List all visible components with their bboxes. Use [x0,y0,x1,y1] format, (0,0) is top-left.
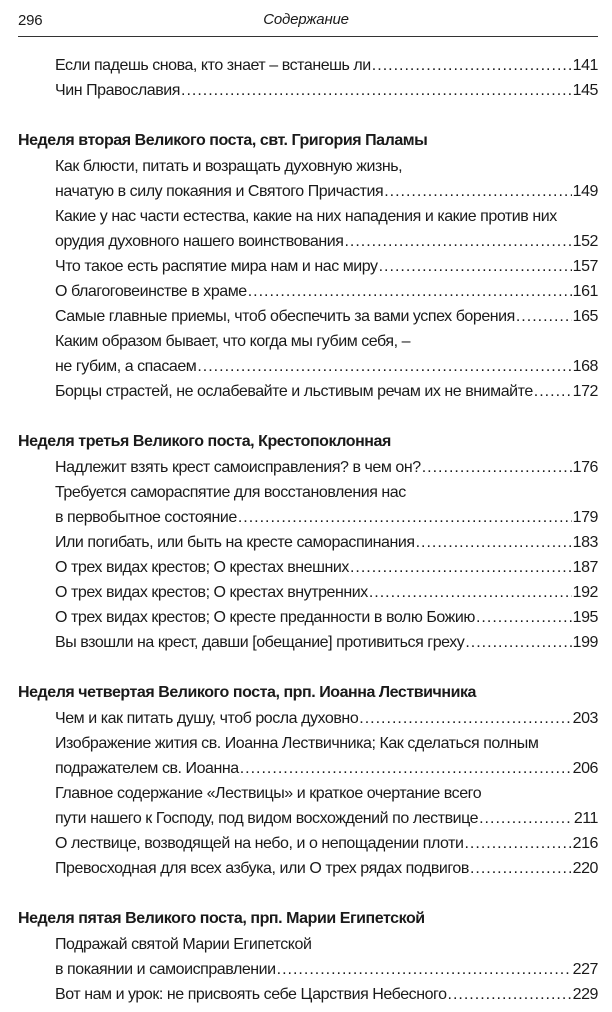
entry-list [18,154,598,404]
toc-entry[interactable] [55,781,598,831]
dot-leader [350,555,572,580]
entry-final-line [55,856,598,881]
page-number: 296 [18,12,43,29]
toc-entry[interactable] [55,204,598,254]
entry-title-line: Или погибать, или быть на кресте самораспинания [55,534,415,551]
entry-final-line [55,580,598,605]
entry-title-line: подражателем св. Иоанна [55,760,239,777]
entry-page-number: 149 [572,183,598,200]
entry-page-number: 172 [572,383,598,400]
entry-title-line: в первобытное состояние [55,509,237,526]
dot-leader [238,505,572,530]
toc-entry[interactable] [55,932,598,982]
entry-page-number: 199 [572,634,598,651]
toc-entry[interactable] [55,329,598,379]
entry-final-line [55,179,598,204]
toc-entry[interactable] [55,154,598,204]
dot-leader [465,630,571,655]
dot-leader [277,957,572,982]
header-rule [18,36,598,37]
toc-entry[interactable] [55,706,598,731]
entry-title-line: Главное содержание «Лествицы» и краткое очертание всего [55,785,482,802]
entry-page-number: 141 [572,57,598,74]
entry-title-line: Если падешь снова, кто знает – встанешь ли [55,57,371,74]
section-title: Неделя вторая Великого поста, свт. Григория Паламы [18,132,428,149]
dot-leader [422,455,572,480]
entry-title-line: Надлежит взять крест самоисправления? в чем он? [55,459,421,476]
entry-list [18,455,598,655]
entry-page-number: 161 [572,283,598,300]
entry-title-line: не губим, а спасаем [55,358,197,375]
entry-final-line [55,605,598,630]
toc-section [18,681,598,881]
entry-title-line: О трех видах крестов; О крестах внешних [55,559,349,576]
entry-final-line [55,505,598,530]
page-header [0,0,612,38]
entry-title-line: Требуется самораспятие для восстановления нас [55,484,406,501]
entry-title-line: Какие у нас части естества, какие на них нападения и какие против них [55,208,557,225]
entry-title-line: начатую в силу покаяния и Святого Причастия [55,183,384,200]
dot-leader [479,806,573,831]
entry-title-line: Самые главные приемы, чтоб обеспечить за вами успех борения [55,308,515,325]
entry-page-number: 145 [572,82,598,99]
dot-leader [476,605,572,630]
entry-page-number: 157 [572,258,598,275]
dot-leader [248,279,572,304]
toc-entry[interactable] [55,580,598,605]
entry-title-line: Превосходная для всех азбука, или О трех рядах подвигов [55,860,469,877]
entry-page-number: 220 [572,860,598,877]
entry-final-line [55,706,598,731]
entry-final-line [55,831,598,856]
entry-title-line: Вы взошли на крест, давши [обещание] противиться греху [55,634,465,651]
dot-leader [359,706,571,731]
entry-title-line: О трех видах крестов; О крестах внутренних [55,584,368,601]
running-title: Содержание [263,11,349,28]
entry-page-number: 192 [572,584,598,601]
entry-title-line: Чин Православия [55,82,180,99]
toc-entry[interactable] [55,254,598,279]
entry-title-line: Каким образом бывает, что когда мы губим себя, – [55,333,411,350]
entry-final-line [55,555,598,580]
toc-entry[interactable] [55,279,598,304]
entry-page-number: 152 [572,233,598,250]
toc-entry[interactable] [55,480,598,530]
entry-title-line: Изображение жития св. Иоанна Лествичника; Как сделаться полным [55,735,539,752]
entry-final-line [55,957,598,982]
entry-title-line: орудия духовного нашего воинствования [55,233,344,250]
entry-page-number: 229 [572,986,598,1003]
dot-leader [181,78,572,103]
entry-page-number: 168 [572,358,598,375]
entry-title-line: пути нашего к Господу, под видом восхождений по лествице [55,810,479,827]
toc-entry[interactable] [55,555,598,580]
dot-leader [372,53,572,78]
entry-final-line [55,756,598,781]
dot-leader [344,229,571,254]
entry-page-number: 206 [572,760,598,777]
entry-final-line [55,379,598,404]
entry-final-line [55,354,598,379]
entry-title-line: Борцы страстей, не ослабевайте и льстивым речам их не внимайте [55,383,533,400]
dot-leader [516,304,572,329]
entry-page-number: 179 [572,509,598,526]
dot-leader [197,354,571,379]
entry-final-line [55,229,598,254]
entry-title-line: Вот нам и урок: не присвоять себе Царствия Небесного [55,986,447,1003]
entry-final-line [55,53,598,78]
toc-entry[interactable] [55,982,598,1007]
toc-entry[interactable] [55,731,598,781]
entry-final-line [55,279,598,304]
toc-entry[interactable] [55,831,598,856]
section-title: Неделя четвертая Великого поста, прп. Иоанна Лествичника [18,684,476,701]
dot-leader [379,254,572,279]
entry-title-line: О благоговеинстве в храме [55,283,247,300]
entry-title-line: Чем и как питать душу, чтоб росла духовно [55,710,359,727]
entry-final-line [55,254,598,279]
entry-page-number: 211 [573,810,598,827]
entry-final-line [55,630,598,655]
section-title: Неделя третья Великого поста, Крестопоклонная [18,433,391,450]
entry-final-line [55,530,598,555]
toc-entry[interactable] [55,78,598,103]
dot-leader [369,580,572,605]
entry-title-line: в покаянии и самоисправлении [55,961,276,978]
toc-section [18,53,598,103]
entry-title-line: О трех видах крестов; О кресте преданности в волю Божию [55,609,475,626]
entry-page-number: 183 [572,534,598,551]
dot-leader [464,831,571,856]
dot-leader [240,756,572,781]
entry-page-number: 216 [572,835,598,852]
dot-leader [470,856,572,881]
entry-final-line [55,455,598,480]
toc-section [18,129,598,404]
toc-entry[interactable] [55,379,598,404]
toc-entry[interactable] [55,630,598,655]
entry-title-line: Что такое есть распятие мира нам и нас миру [55,258,378,275]
dot-leader [384,179,571,204]
toc-section [18,907,598,1007]
entry-page-number: 195 [572,609,598,626]
entry-page-number: 203 [572,710,598,727]
entry-page-number: 165 [572,308,598,325]
entry-page-number: 187 [572,559,598,576]
entry-final-line [55,304,598,329]
entry-list [18,932,598,1007]
table-of-contents [18,53,598,1007]
entry-title-line: Подражай святой Марии Египетской [55,936,312,953]
toc-section [18,430,598,655]
entry-final-line [55,78,598,103]
entry-page-number: 227 [572,961,598,978]
entry-list [18,706,598,881]
dot-leader [448,982,572,1007]
toc-entry[interactable] [55,455,598,480]
dot-leader [534,379,572,404]
entry-title-line: Как блюсти, питать и возращать духовную жизнь, [55,158,403,175]
entry-final-line [55,982,598,1007]
dot-leader [416,530,572,555]
toc-entry[interactable] [55,53,598,78]
section-title: Неделя пятая Великого поста, прп. Марии Египетской [18,910,425,927]
entry-title-line: О лествице, возводящей на небо, и о непощадении плоти [55,835,464,852]
entry-final-line [55,806,598,831]
toc-entry[interactable] [55,605,598,630]
toc-entry[interactable] [55,856,598,881]
toc-entry[interactable] [55,304,598,329]
entry-page-number: 176 [572,459,598,476]
toc-entry[interactable] [55,530,598,555]
entry-list [18,53,598,103]
